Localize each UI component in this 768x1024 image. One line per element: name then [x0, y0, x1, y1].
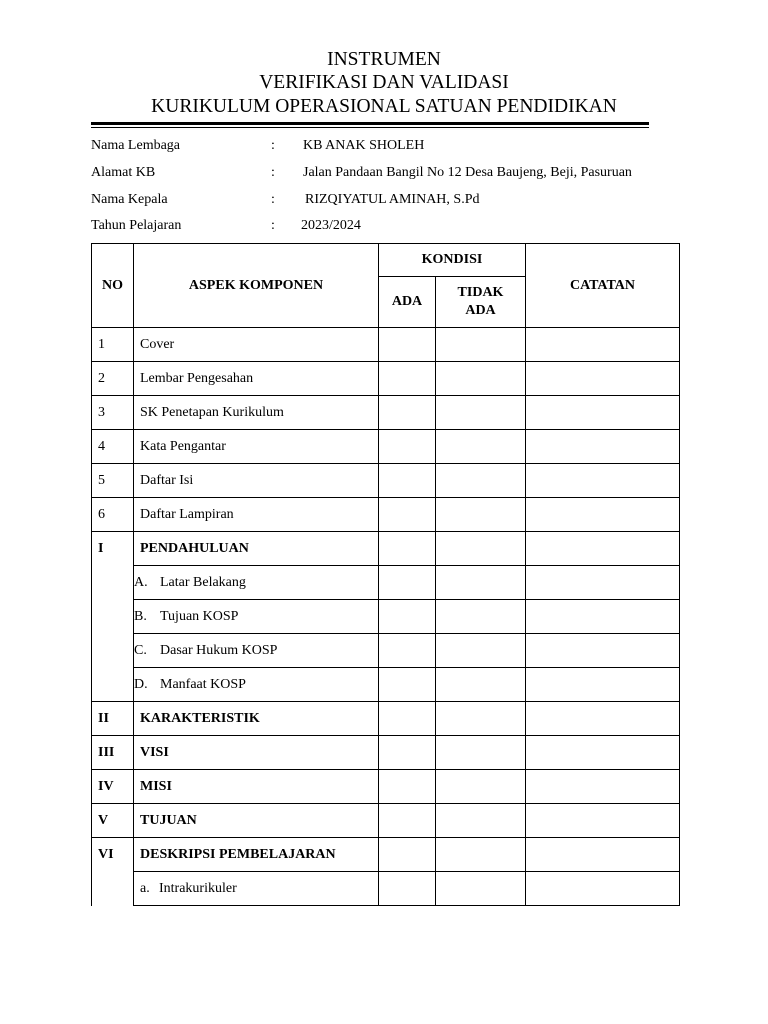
row-aspek-sub: [134, 566, 379, 600]
row-aspek: Kata Pengantar: [134, 430, 379, 464]
row-no-empty: [92, 600, 134, 634]
cell-ada[interactable]: [379, 396, 436, 430]
row-no: 1: [92, 328, 134, 362]
row-aspek: Lembar Pengesahan: [134, 362, 379, 396]
cell-catatan[interactable]: [526, 872, 680, 906]
cell-tidak-ada[interactable]: [436, 770, 526, 804]
cell-tidak-ada[interactable]: [436, 736, 526, 770]
cell-catatan[interactable]: [526, 566, 680, 600]
cell-catatan[interactable]: [526, 600, 680, 634]
cell-catatan[interactable]: [526, 634, 680, 668]
cell-ada[interactable]: [379, 804, 436, 838]
cell-catatan[interactable]: [526, 532, 680, 566]
table-row: [92, 532, 680, 566]
row-aspek: Daftar Isi: [134, 464, 379, 498]
header-rule-thick: [91, 122, 649, 125]
row-aspek: DESKRIPSI PEMBELAJARAN: [134, 838, 379, 872]
row-no: III: [92, 736, 134, 770]
row-no-empty: [92, 668, 134, 702]
header-rule-thin: [91, 127, 649, 128]
doc-title-line1: INSTRUMEN: [327, 49, 441, 70]
cell-ada[interactable]: [379, 566, 436, 600]
cell-catatan[interactable]: [526, 838, 680, 872]
cell-tidak-ada[interactable]: [436, 532, 526, 566]
cell-catatan[interactable]: [526, 770, 680, 804]
cell-ada[interactable]: [379, 498, 436, 532]
row-no: 5: [92, 464, 134, 498]
table-row: [92, 736, 680, 770]
table-row: [92, 838, 680, 872]
cell-ada[interactable]: [379, 600, 436, 634]
row-aspek-sub: [134, 634, 379, 668]
table-row: [92, 396, 680, 430]
sub-letter: C.: [134, 642, 147, 658]
cell-ada[interactable]: [379, 770, 436, 804]
cell-tidak-ada[interactable]: [436, 600, 526, 634]
cell-tidak-ada[interactable]: [436, 362, 526, 396]
info-colon: :: [271, 192, 275, 207]
row-aspek-sub: [134, 872, 379, 906]
row-no: V: [92, 804, 134, 838]
info-value: 2023/2024: [301, 218, 361, 233]
cell-ada[interactable]: [379, 668, 436, 702]
table-row: [92, 804, 680, 838]
info-label: Nama Kepala: [91, 192, 168, 207]
table-row: [92, 600, 680, 634]
header-aspek: ASPEK KOMPONEN: [134, 244, 379, 328]
row-aspek: PENDAHULUAN: [134, 532, 379, 566]
row-no: IV: [92, 770, 134, 804]
cell-catatan[interactable]: [526, 498, 680, 532]
header-tidak-ada-text: TIDAK ADA: [457, 285, 504, 318]
table-row: [92, 464, 680, 498]
sub-letter: a.: [140, 880, 150, 896]
table-row: [92, 498, 680, 532]
sub-text: Dasar Hukum KOSP: [160, 642, 278, 658]
cell-ada[interactable]: [379, 328, 436, 362]
cell-tidak-ada[interactable]: [436, 328, 526, 362]
info-colon: :: [271, 218, 275, 233]
cell-catatan[interactable]: [526, 362, 680, 396]
row-aspek-sub: [134, 600, 379, 634]
cell-ada[interactable]: [379, 362, 436, 396]
header-ada: ADA: [379, 277, 436, 328]
cell-catatan[interactable]: [526, 668, 680, 702]
cell-tidak-ada[interactable]: [436, 804, 526, 838]
row-no: II: [92, 702, 134, 736]
header-no: NO: [92, 244, 134, 328]
table-row: [92, 328, 680, 362]
info-colon: :: [271, 165, 275, 180]
cell-tidak-ada[interactable]: [436, 430, 526, 464]
cell-tidak-ada[interactable]: [436, 838, 526, 872]
cell-catatan[interactable]: [526, 804, 680, 838]
row-no: 2: [92, 362, 134, 396]
cell-tidak-ada[interactable]: [436, 702, 526, 736]
info-label: Nama Lembaga: [91, 138, 181, 153]
row-aspek: Daftar Lampiran: [134, 498, 379, 532]
cell-ada[interactable]: [379, 532, 436, 566]
cell-tidak-ada[interactable]: [436, 668, 526, 702]
row-no-empty: [92, 566, 134, 600]
row-no: 4: [92, 430, 134, 464]
info-value: RIZQIYATUL AMINAH, S.Pd: [305, 192, 480, 207]
header-catatan: CATATAN: [526, 244, 680, 328]
row-aspek: VISI: [134, 736, 379, 770]
table-row: [92, 634, 680, 668]
cell-ada[interactable]: [379, 872, 436, 906]
info-value: Jalan Pandaan Bangil No 12 Desa Baujeng, Beji, Pasuruan: [303, 165, 632, 180]
row-no-empty: [92, 634, 134, 668]
row-no: VI: [92, 838, 134, 872]
info-value: KB ANAK SHOLEH: [303, 138, 425, 153]
cell-ada[interactable]: [379, 634, 436, 668]
table-row: [92, 702, 680, 736]
cell-catatan[interactable]: [526, 702, 680, 736]
doc-title-line2: VERIFIKASI DAN VALIDASI: [259, 72, 509, 93]
cell-tidak-ada[interactable]: [436, 872, 526, 906]
cell-catatan[interactable]: [526, 464, 680, 498]
row-aspek-sub: [134, 668, 379, 702]
table-row: [92, 362, 680, 396]
cell-catatan[interactable]: [526, 328, 680, 362]
row-aspek: SK Penetapan Kurikulum: [134, 396, 379, 430]
info-label: Tahun Pelajaran: [91, 218, 182, 233]
row-no: I: [92, 532, 134, 566]
verification-table: [91, 243, 680, 906]
header-kondisi: KONDISI: [379, 244, 526, 277]
info-label: Alamat KB: [91, 165, 156, 180]
cell-tidak-ada[interactable]: [436, 464, 526, 498]
row-aspek: TUJUAN: [134, 804, 379, 838]
cell-tidak-ada[interactable]: [436, 498, 526, 532]
sub-text: Latar Belakang: [160, 574, 246, 590]
table-row: [92, 430, 680, 464]
header-tidak-ada: [436, 277, 526, 328]
cell-ada[interactable]: [379, 736, 436, 770]
row-no: 3: [92, 396, 134, 430]
table-row: [92, 566, 680, 600]
row-no-empty: [92, 872, 134, 906]
sub-text: Manfaat KOSP: [160, 676, 246, 692]
doc-title-line3: KURIKULUM OPERASIONAL SATUAN PENDIDIKAN: [151, 96, 617, 117]
cell-ada[interactable]: [379, 464, 436, 498]
table-row: [92, 872, 680, 906]
cell-ada[interactable]: [379, 430, 436, 464]
sub-text: Tujuan KOSP: [160, 608, 239, 624]
cell-tidak-ada[interactable]: [436, 634, 526, 668]
row-no: 6: [92, 498, 134, 532]
row-aspek: Cover: [134, 328, 379, 362]
sub-letter: B.: [134, 608, 147, 624]
cell-catatan[interactable]: [526, 736, 680, 770]
table-row: [92, 668, 680, 702]
sub-letter: D.: [134, 676, 148, 692]
cell-ada[interactable]: [379, 702, 436, 736]
sub-text: Intrakurikuler: [159, 880, 237, 896]
sub-letter: A.: [134, 574, 148, 590]
row-aspek: MISI: [134, 770, 379, 804]
cell-catatan[interactable]: [526, 430, 680, 464]
cell-catatan[interactable]: [526, 396, 680, 430]
table-row: [92, 770, 680, 804]
info-colon: :: [271, 138, 275, 153]
cell-tidak-ada[interactable]: [436, 566, 526, 600]
cell-tidak-ada[interactable]: [436, 396, 526, 430]
cell-ada[interactable]: [379, 838, 436, 872]
row-aspek: KARAKTERISTIK: [134, 702, 379, 736]
